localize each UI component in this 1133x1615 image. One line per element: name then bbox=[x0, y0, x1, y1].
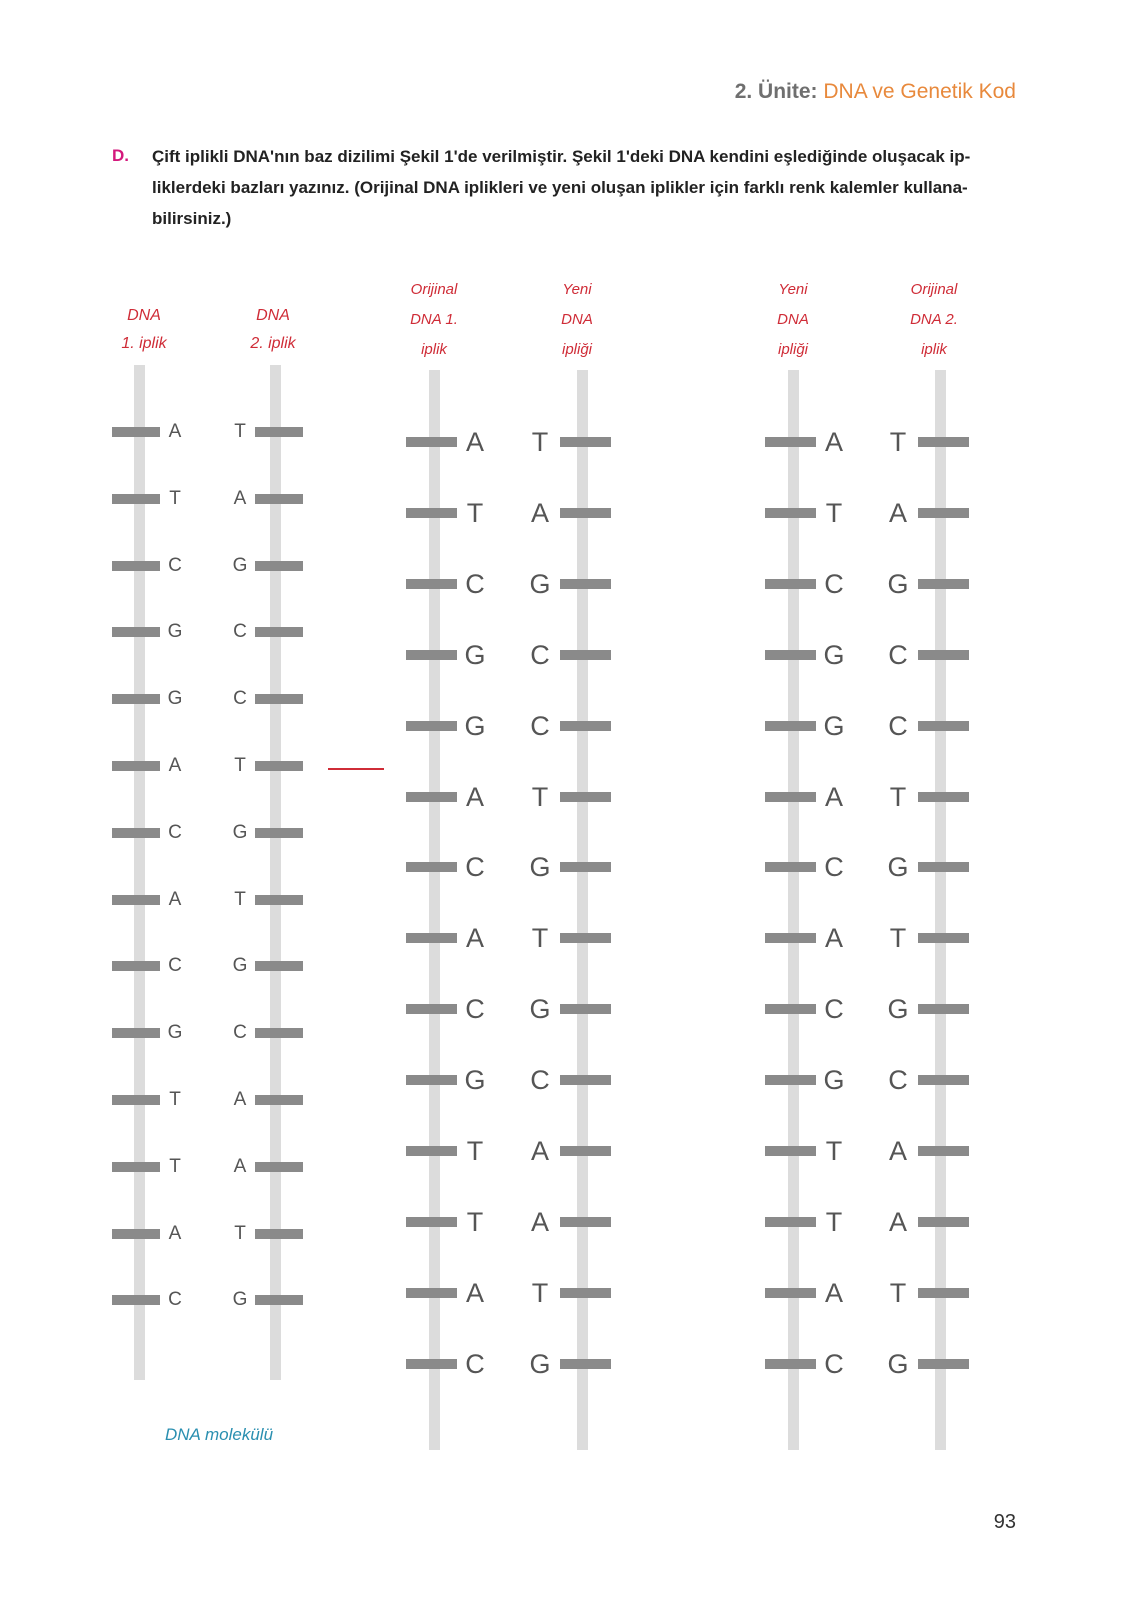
base-rung bbox=[918, 1217, 969, 1227]
base-letter: C bbox=[465, 994, 485, 1025]
base-letter: A bbox=[530, 497, 549, 528]
base-letter: A bbox=[824, 1277, 843, 1308]
base-letter: T bbox=[169, 1089, 181, 1110]
base-letter: G bbox=[464, 710, 486, 741]
label-line: iplik bbox=[421, 341, 447, 358]
label-line: DNA bbox=[777, 311, 809, 328]
base-rung bbox=[255, 561, 303, 571]
base-rung bbox=[918, 1075, 969, 1085]
label-dna-strand-2 bbox=[242, 302, 304, 358]
label-dna-strand-1 bbox=[113, 302, 175, 358]
base-rung bbox=[918, 650, 969, 660]
base-letter: T bbox=[889, 923, 907, 954]
base-letter: T bbox=[234, 755, 246, 776]
base-rung bbox=[406, 792, 457, 802]
base-rung bbox=[255, 961, 303, 971]
label-line: DNA 2. bbox=[910, 311, 958, 328]
label-line: DNA bbox=[256, 307, 290, 324]
base-rung bbox=[255, 427, 303, 437]
base-rung bbox=[560, 1217, 611, 1227]
base-letter: T bbox=[825, 1136, 843, 1166]
base-rung bbox=[918, 1146, 969, 1156]
base-letter: T bbox=[825, 1206, 843, 1237]
base-rung bbox=[255, 1295, 303, 1305]
base-letter: T bbox=[531, 923, 549, 954]
base-letter: A bbox=[233, 1155, 247, 1177]
base-letter: G bbox=[232, 554, 248, 576]
base-rung bbox=[918, 508, 969, 518]
label-line: Orijinal bbox=[910, 281, 958, 298]
label-new-strand-a bbox=[546, 275, 608, 365]
base-letter: T bbox=[234, 888, 246, 910]
base-letter: G bbox=[529, 852, 551, 883]
base-letter: C bbox=[888, 1065, 908, 1096]
base-rung bbox=[560, 1288, 611, 1298]
base-letter: G bbox=[167, 688, 183, 710]
base-letter: G bbox=[167, 1022, 183, 1044]
base-letter: C bbox=[824, 852, 844, 883]
base-letter: A bbox=[168, 421, 182, 442]
unit-topic: DNA ve Genetik Kod bbox=[823, 80, 1016, 103]
base-rung bbox=[112, 961, 160, 971]
base-rung bbox=[765, 437, 816, 447]
base-rung bbox=[255, 895, 303, 905]
base-letter: C bbox=[888, 710, 908, 741]
base-letter: T bbox=[169, 1155, 181, 1177]
base-letter: G bbox=[823, 639, 845, 670]
base-rung bbox=[255, 1028, 303, 1038]
base-rung bbox=[406, 1288, 457, 1298]
task-letter: D. bbox=[112, 146, 129, 165]
base-rung bbox=[765, 721, 816, 731]
base-rung bbox=[406, 1075, 457, 1085]
base-letter: A bbox=[824, 923, 843, 954]
base-letter: G bbox=[887, 852, 909, 883]
base-letter: C bbox=[233, 688, 247, 710]
base-rung bbox=[112, 627, 160, 637]
base-rung bbox=[560, 1359, 611, 1369]
base-letter: A bbox=[233, 1089, 247, 1110]
base-rung bbox=[560, 508, 611, 518]
base-letter: C bbox=[233, 1022, 247, 1044]
label-line: Yeni bbox=[562, 281, 592, 298]
base-rung bbox=[255, 627, 303, 637]
base-letter: C bbox=[824, 994, 844, 1025]
base-letter: C bbox=[824, 1348, 844, 1379]
base-letter: A bbox=[168, 888, 182, 910]
base-letter: T bbox=[169, 487, 181, 509]
label-original-strand-1 bbox=[398, 275, 470, 365]
base-letter: C bbox=[168, 1289, 182, 1311]
base-rung bbox=[560, 721, 611, 731]
base-rung bbox=[406, 1146, 457, 1156]
base-letter: A bbox=[465, 1277, 484, 1308]
base-letter: G bbox=[823, 1065, 845, 1096]
base-letter: A bbox=[465, 427, 484, 457]
base-rung bbox=[112, 1095, 160, 1105]
base-rung bbox=[560, 862, 611, 872]
base-rung bbox=[560, 933, 611, 943]
base-rung bbox=[765, 792, 816, 802]
base-rung bbox=[406, 508, 457, 518]
base-letter: A bbox=[824, 781, 843, 812]
base-letter: G bbox=[887, 568, 909, 599]
base-rung bbox=[918, 1288, 969, 1298]
label-line: iplik bbox=[921, 341, 947, 358]
base-rung bbox=[765, 1004, 816, 1014]
base-rung bbox=[406, 933, 457, 943]
base-letter: A bbox=[233, 487, 247, 509]
base-letter: C bbox=[530, 1065, 550, 1096]
base-rung bbox=[112, 1229, 160, 1239]
base-rung bbox=[765, 933, 816, 943]
base-letter: G bbox=[232, 955, 248, 977]
base-rung bbox=[765, 862, 816, 872]
base-letter: G bbox=[529, 1348, 551, 1379]
base-rung bbox=[765, 579, 816, 589]
base-rung bbox=[765, 1359, 816, 1369]
base-letter: C bbox=[530, 710, 550, 741]
label-line: DNA bbox=[127, 307, 161, 324]
base-rung bbox=[112, 694, 160, 704]
diagram-caption: DNA molekülü bbox=[165, 1425, 274, 1444]
label-new-strand-b bbox=[762, 275, 824, 365]
base-letter: G bbox=[887, 994, 909, 1025]
label-line: Yeni bbox=[778, 281, 808, 298]
label-line: ipliği bbox=[561, 341, 592, 358]
base-letter: C bbox=[824, 568, 844, 599]
base-letter: G bbox=[529, 994, 551, 1025]
base-rung bbox=[112, 895, 160, 905]
base-letter: G bbox=[887, 1348, 909, 1379]
page-header bbox=[735, 80, 1016, 104]
base-rung bbox=[918, 862, 969, 872]
base-rung bbox=[255, 1095, 303, 1105]
base-rung bbox=[406, 721, 457, 731]
base-rung bbox=[560, 1146, 611, 1156]
base-rung bbox=[918, 437, 969, 447]
label-line: 2. iplik bbox=[250, 335, 296, 352]
base-letter: G bbox=[464, 639, 486, 670]
base-rung bbox=[255, 828, 303, 838]
base-rung bbox=[112, 427, 160, 437]
base-rung bbox=[765, 1288, 816, 1298]
label-line: 1. iplik bbox=[121, 335, 167, 352]
label-line: DNA 1. bbox=[410, 311, 458, 328]
base-letter: T bbox=[889, 427, 907, 457]
label-line: Orijinal bbox=[410, 281, 458, 298]
base-letter: T bbox=[825, 497, 843, 528]
base-letter: A bbox=[465, 923, 484, 954]
base-rung bbox=[560, 1004, 611, 1014]
base-rung bbox=[406, 862, 457, 872]
base-letter: T bbox=[889, 1277, 907, 1308]
unit-label: 2. Ünite: bbox=[734, 80, 818, 103]
base-rung bbox=[765, 1146, 816, 1156]
base-letter: T bbox=[531, 1277, 549, 1308]
base-rung bbox=[560, 437, 611, 447]
base-rung bbox=[560, 579, 611, 589]
base-rung bbox=[255, 761, 303, 771]
base-rung bbox=[112, 761, 160, 771]
base-letter: A bbox=[824, 427, 843, 457]
base-rung bbox=[560, 792, 611, 802]
base-rung bbox=[112, 494, 160, 504]
base-letter: T bbox=[466, 497, 484, 528]
label-line: DNA bbox=[561, 311, 593, 328]
label-original-strand-2 bbox=[898, 275, 970, 365]
base-rung bbox=[255, 494, 303, 504]
base-letter: T bbox=[531, 781, 549, 812]
base-letter: A bbox=[530, 1136, 549, 1166]
base-rung bbox=[112, 1162, 160, 1172]
base-rung bbox=[918, 1359, 969, 1369]
base-letter: G bbox=[167, 621, 183, 643]
base-letter: G bbox=[464, 1065, 486, 1096]
base-letter: C bbox=[168, 955, 182, 977]
base-rung bbox=[918, 579, 969, 589]
base-rung bbox=[765, 508, 816, 518]
base-rung bbox=[560, 650, 611, 660]
base-rung bbox=[112, 828, 160, 838]
base-rung bbox=[560, 1075, 611, 1085]
base-rung bbox=[918, 933, 969, 943]
base-rung bbox=[255, 694, 303, 704]
arrow-line bbox=[328, 768, 384, 770]
base-letter: C bbox=[888, 639, 908, 670]
task-instructions: Çift iplikli DNA'nın baz dizilimi Şekil 1'de verilmiştir. Şekil 1'deki DNA kendini eşlediğinde oluşacak ip-liklerdeki bazları yazınız. (Orijinal DNA iplikleri ve yeni oluşan iplikler için farklı renk kalemler kullana-bilirsiniz.) bbox=[152, 147, 971, 228]
base-rung bbox=[918, 792, 969, 802]
base-rung bbox=[918, 1004, 969, 1014]
base-letter: C bbox=[530, 639, 550, 670]
base-letter: T bbox=[466, 1206, 484, 1237]
base-rung bbox=[406, 1359, 457, 1369]
label-line: ipliği bbox=[777, 341, 808, 358]
base-letter: A bbox=[530, 1206, 549, 1237]
base-letter: A bbox=[888, 1136, 907, 1166]
base-rung bbox=[112, 1295, 160, 1305]
base-rung bbox=[765, 1217, 816, 1227]
base-letter: T bbox=[889, 781, 907, 812]
base-rung bbox=[765, 1075, 816, 1085]
base-rung bbox=[406, 650, 457, 660]
base-rung bbox=[406, 437, 457, 447]
base-letter: A bbox=[168, 755, 182, 776]
base-rung bbox=[406, 1004, 457, 1014]
base-letter: C bbox=[465, 568, 485, 599]
base-letter: C bbox=[465, 1348, 485, 1379]
base-letter: G bbox=[232, 1289, 248, 1311]
page-number: 93 bbox=[993, 1511, 1016, 1533]
base-rung bbox=[255, 1229, 303, 1239]
base-letter: A bbox=[168, 1222, 182, 1244]
base-letter: T bbox=[466, 1136, 484, 1166]
base-letter: C bbox=[465, 852, 485, 883]
base-letter: T bbox=[234, 421, 246, 442]
base-letter: G bbox=[529, 568, 551, 599]
base-letter: A bbox=[465, 781, 484, 812]
base-rung bbox=[765, 650, 816, 660]
base-letter: T bbox=[234, 1222, 246, 1244]
base-rung bbox=[406, 579, 457, 589]
base-letter: A bbox=[888, 1206, 907, 1237]
base-rung bbox=[112, 1028, 160, 1038]
base-rung bbox=[918, 721, 969, 731]
base-letter: C bbox=[233, 621, 247, 643]
base-rung bbox=[406, 1217, 457, 1227]
base-letter: A bbox=[888, 497, 907, 528]
base-rung bbox=[112, 561, 160, 571]
base-letter: T bbox=[531, 427, 549, 457]
base-letter: G bbox=[232, 821, 248, 843]
base-letter: C bbox=[168, 821, 182, 843]
base-rung bbox=[255, 1162, 303, 1172]
base-letter: G bbox=[823, 710, 845, 741]
base-letter: C bbox=[168, 554, 182, 576]
